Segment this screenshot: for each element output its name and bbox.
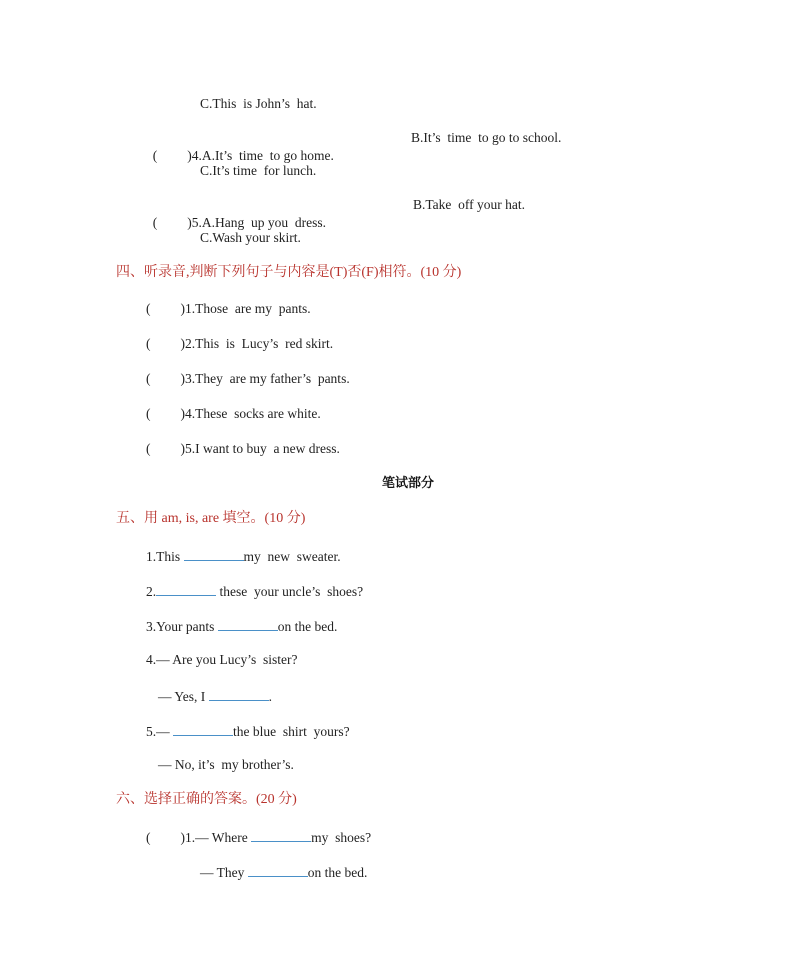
s5-q1: 1.This my new sweater. [146, 546, 341, 566]
section5-title: 五、用 am, is, are 填空。(10 分) [116, 511, 306, 526]
q3-option-c: C.This is John’s hat. [200, 96, 317, 111]
answer-paren: ( [152, 148, 158, 163]
list-item: ( )5.I want to buy a new dress. [146, 441, 340, 456]
answer-blank[interactable] [218, 616, 278, 631]
section6-title: 六、选择正确的答案。(20 分) [116, 792, 297, 807]
q5-option-a: A.Hang up you dress. [201, 215, 326, 230]
s5-q5-answer: — No, it’s my brother’s. [158, 757, 294, 772]
s6-q1-answer: — They on the bed. [200, 862, 367, 882]
s5-q4-answer: — Yes, I . [158, 686, 272, 706]
answer-blank[interactable] [209, 686, 269, 701]
q5-option-c: C.Wash your skirt. [200, 230, 301, 245]
list-item: ( )4.These socks are white. [146, 406, 321, 421]
answer-blank[interactable] [248, 862, 308, 877]
s5-q2: 2. these your uncle’s shoes? [146, 581, 363, 601]
list-item: ( )2.This is Lucy’s red skirt. [146, 336, 334, 351]
q4-option-b: B.It’s time to go to school. [411, 130, 562, 145]
q4-option-c: C.It’s time for lunch. [200, 163, 317, 178]
s5-q3: 3.Your pants on the bed. [146, 616, 337, 636]
answer-blank[interactable] [156, 581, 216, 596]
s5-q5: 5.— the blue shirt yours? [146, 721, 350, 741]
q5-option-b: B.Take off your hat. [413, 197, 526, 212]
q5-line: ( )5.A.Hang up you dress. [152, 215, 326, 230]
s6-q1: ( )1.— Where my shoes? [146, 827, 371, 847]
list-item: ( )3.They are my father’s pants. [146, 371, 350, 386]
s5-q4: 4.— Are you Lucy’s sister? [146, 652, 298, 667]
q4-line: ( )4.A.It’s time to go home. [152, 148, 334, 163]
written-part-heading: 笔试部分 [382, 476, 435, 491]
answer-paren: ( [152, 215, 158, 230]
answer-blank[interactable] [173, 721, 233, 736]
section4-title: 四、听录音,判断下列句子与内容是(T)否(F)相符。(10 分) [116, 265, 462, 280]
q4-option-a: A.It’s time to go home. [201, 148, 334, 163]
answer-blank[interactable] [251, 827, 311, 842]
list-item: ( )1.Those are my pants. [146, 301, 311, 316]
answer-blank[interactable] [184, 546, 244, 561]
